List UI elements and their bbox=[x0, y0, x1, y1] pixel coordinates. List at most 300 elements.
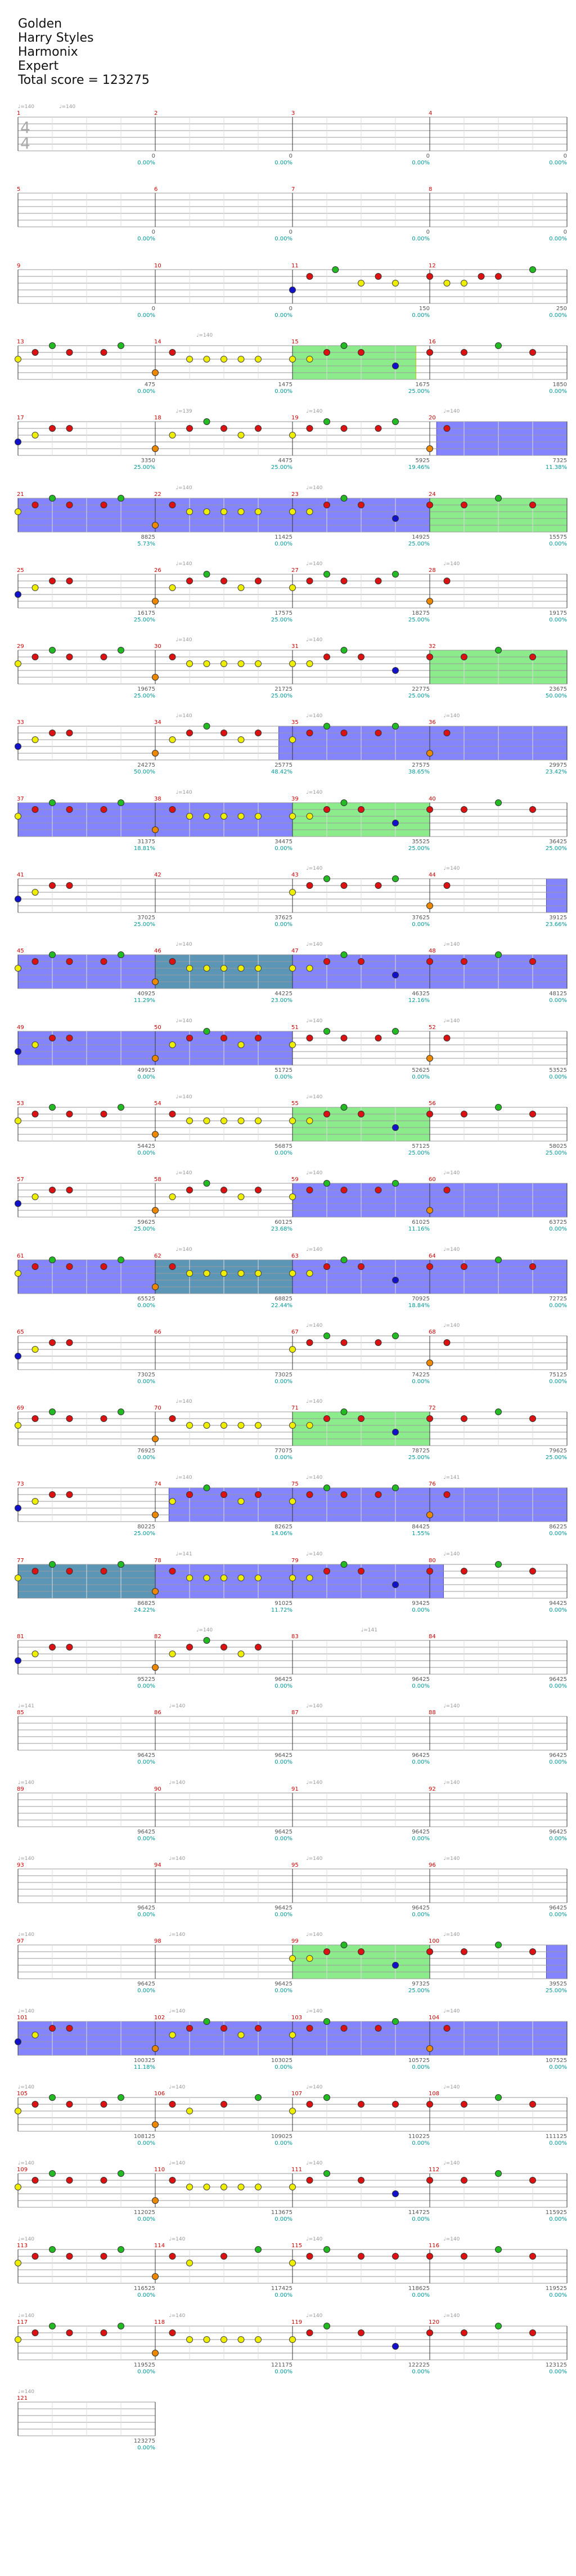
red-note bbox=[461, 350, 467, 356]
measure-number: 80 bbox=[429, 1558, 436, 1564]
red-note bbox=[169, 654, 176, 660]
yellow-note bbox=[290, 1271, 296, 1277]
measure-number: 69 bbox=[17, 1405, 24, 1411]
red-note bbox=[307, 2330, 313, 2336]
tempo-marker: ♩=140 bbox=[306, 485, 323, 491]
yellow-note bbox=[238, 965, 244, 972]
red-note bbox=[101, 2253, 107, 2260]
red-note bbox=[50, 730, 56, 736]
measure-score: 54425 bbox=[137, 1143, 155, 1150]
yellow-note bbox=[307, 813, 313, 820]
orange-note bbox=[152, 1512, 159, 1518]
measure-percent: 22.44% bbox=[271, 1303, 292, 1309]
red-note bbox=[530, 502, 536, 508]
measure-score: 1850 bbox=[552, 382, 567, 388]
tempo-marker: ♩=140 bbox=[176, 790, 192, 795]
yellow-note bbox=[15, 1118, 21, 1124]
yellow-note bbox=[444, 280, 450, 287]
green-note bbox=[255, 2095, 262, 2101]
measure-score: 39525 bbox=[549, 1981, 567, 1987]
tempo-marker: ♩=141 bbox=[361, 1627, 377, 1633]
red-note bbox=[187, 1644, 193, 1651]
measure-score: 96425 bbox=[137, 1829, 155, 1835]
measure-number: 110 bbox=[154, 2167, 165, 2173]
red-note bbox=[530, 654, 536, 660]
red-note bbox=[375, 883, 381, 889]
measure-percent: 0.00% bbox=[137, 1074, 155, 1080]
green-note bbox=[324, 1028, 330, 1035]
green-note bbox=[393, 876, 399, 882]
measure-number: 45 bbox=[17, 948, 24, 954]
orange-note bbox=[152, 2198, 159, 2204]
measure-number: 49 bbox=[17, 1025, 24, 1031]
measure-percent: 0.00% bbox=[274, 1379, 292, 1385]
tempo-marker: ♩=140 bbox=[306, 1703, 323, 1709]
red-note bbox=[66, 578, 73, 584]
measure-percent: 11.72% bbox=[271, 1607, 292, 1613]
measure-number: 73 bbox=[17, 1481, 24, 1487]
yellow-note bbox=[15, 2184, 21, 2190]
orange-note bbox=[152, 1589, 159, 1595]
measure-number: 54 bbox=[154, 1101, 161, 1107]
red-note bbox=[324, 1568, 330, 1575]
red-note bbox=[32, 502, 38, 508]
measure-number: 71 bbox=[291, 1405, 299, 1411]
red-note bbox=[101, 1568, 107, 1575]
measure-percent: 0.00% bbox=[412, 1836, 430, 1842]
yellow-note bbox=[187, 1575, 193, 1581]
measure-percent: 0.00% bbox=[274, 312, 292, 319]
tempo-marker: ♩=139 bbox=[176, 409, 192, 414]
measure-score: 74225 bbox=[412, 1372, 430, 1378]
measure-percent: 0.00% bbox=[274, 1150, 292, 1156]
measure-percent: 0.00% bbox=[412, 1683, 430, 1689]
measure-score: 23675 bbox=[549, 686, 567, 692]
song-title: Golden bbox=[18, 17, 62, 31]
yellow-note bbox=[169, 2032, 176, 2038]
measure-number: 39 bbox=[291, 796, 299, 802]
green-note bbox=[324, 2171, 330, 2177]
yellow-note bbox=[221, 2184, 227, 2190]
measure-percent: 5.73% bbox=[137, 541, 155, 547]
measure-percent: 0.00% bbox=[274, 1759, 292, 1765]
measure-number: 64 bbox=[429, 1253, 436, 1259]
red-note bbox=[187, 1187, 193, 1193]
yellow-note bbox=[238, 2184, 244, 2190]
blue-note bbox=[393, 2344, 399, 2350]
green-note bbox=[324, 2323, 330, 2329]
yellow-note bbox=[204, 661, 210, 667]
measure-number: 108 bbox=[429, 2091, 440, 2097]
measure-score: 113675 bbox=[271, 2210, 292, 2216]
measure-score: 37625 bbox=[412, 915, 430, 921]
measure-number: 109 bbox=[17, 2167, 28, 2173]
yellow-note bbox=[238, 2032, 244, 2038]
measure-number: 82 bbox=[154, 1634, 161, 1640]
tempo-marker: ♩=140 bbox=[443, 2085, 460, 2090]
red-note bbox=[444, 1187, 450, 1193]
green-note bbox=[496, 2323, 502, 2329]
yellow-note bbox=[32, 889, 38, 896]
measure-number: 58 bbox=[154, 1177, 161, 1183]
yellow-note bbox=[32, 432, 38, 439]
measure-percent: 0.00% bbox=[549, 1912, 567, 1918]
red-note bbox=[427, 807, 433, 813]
measure-percent: 0.00% bbox=[549, 1074, 567, 1080]
green-note bbox=[118, 495, 124, 502]
measure-number: 42 bbox=[154, 872, 161, 878]
measure-number: 34 bbox=[154, 719, 161, 726]
tempo-marker: ♩=140 bbox=[59, 104, 76, 110]
measure-percent: 0.00% bbox=[549, 1303, 567, 1309]
red-note bbox=[444, 426, 450, 432]
tempo-marker: ♩=140 bbox=[176, 1170, 192, 1176]
blue-note bbox=[15, 592, 21, 598]
yellow-note bbox=[169, 1499, 176, 1505]
measure-number: 52 bbox=[429, 1025, 436, 1031]
measure-number: 91 bbox=[291, 1786, 299, 1792]
measure-score: 60125 bbox=[274, 1219, 292, 1226]
yellow-note bbox=[15, 2337, 21, 2343]
green-note bbox=[204, 571, 210, 578]
measure-score: 116525 bbox=[133, 2286, 155, 2292]
overdrive-section bbox=[546, 1945, 567, 1979]
measure-percent: 25.00% bbox=[408, 1988, 430, 1994]
yellow-note bbox=[238, 1575, 244, 1581]
red-note bbox=[187, 1492, 193, 1498]
measure-score: 37025 bbox=[137, 915, 155, 921]
green-note bbox=[50, 800, 56, 806]
red-note bbox=[375, 1035, 381, 1041]
measure-number: 31 bbox=[291, 643, 299, 650]
measure-score: 21725 bbox=[274, 686, 292, 692]
red-note bbox=[530, 1264, 536, 1270]
yellow-note bbox=[187, 965, 193, 972]
measure-number: 11 bbox=[291, 263, 299, 269]
measure-score: 96425 bbox=[549, 1752, 567, 1759]
green-note bbox=[204, 723, 210, 730]
measure-score: 96425 bbox=[274, 1752, 292, 1759]
measure-number: 111 bbox=[291, 2167, 303, 2173]
orange-note bbox=[427, 1208, 433, 1214]
tempo-marker: ♩=140 bbox=[18, 2085, 34, 2090]
measure-score: 111125 bbox=[545, 2134, 567, 2140]
measure-percent: 0.00% bbox=[274, 1683, 292, 1689]
red-note bbox=[50, 2025, 56, 2032]
measure-score: 18275 bbox=[412, 610, 430, 616]
red-note bbox=[341, 1340, 347, 1346]
tempo-marker: ♩=140 bbox=[306, 637, 323, 643]
measure-number: 70 bbox=[154, 1405, 161, 1411]
tempo-marker: ♩=140 bbox=[306, 409, 323, 414]
red-note bbox=[221, 578, 227, 584]
green-note bbox=[118, 2247, 124, 2253]
red-note bbox=[221, 2025, 227, 2032]
measure-percent: 0.00% bbox=[549, 1683, 567, 1689]
measure-percent: 25.00% bbox=[271, 693, 292, 699]
measure-percent: 0.00% bbox=[412, 2292, 430, 2298]
measure-percent: 0.00% bbox=[274, 2064, 292, 2070]
measure-number: 23 bbox=[291, 491, 299, 498]
measure-percent: 0.00% bbox=[412, 1074, 430, 1080]
red-note bbox=[375, 1340, 381, 1346]
green-note bbox=[118, 2095, 124, 2101]
measure-percent: 25.00% bbox=[408, 388, 430, 395]
orange-note bbox=[152, 370, 159, 376]
measure-percent: 0.00% bbox=[274, 541, 292, 547]
measure-number: 50 bbox=[154, 1025, 161, 1031]
green-note bbox=[393, 1028, 399, 1035]
yellow-note bbox=[204, 1423, 210, 1429]
green-note bbox=[530, 267, 536, 273]
measure-percent: 0.00% bbox=[549, 2140, 567, 2146]
tempo-marker: ♩=140 bbox=[306, 866, 323, 871]
yellow-note bbox=[290, 2108, 296, 2114]
measure-percent: 48.42% bbox=[271, 769, 292, 775]
yellow-note bbox=[307, 1575, 313, 1581]
red-note bbox=[530, 1949, 536, 1955]
yellow-note bbox=[238, 1194, 244, 1200]
measure-score: 96425 bbox=[137, 1981, 155, 1987]
green-note bbox=[324, 2095, 330, 2101]
measure-number: 17 bbox=[17, 415, 24, 421]
measure-percent: 0.00% bbox=[274, 2292, 292, 2298]
measure-percent: 0.00% bbox=[137, 1988, 155, 1994]
measure-score: 91025 bbox=[274, 1600, 292, 1607]
measure-percent: 0.00% bbox=[137, 2445, 155, 2451]
tempo-marker: ♩=140 bbox=[443, 1932, 460, 1938]
orange-note bbox=[152, 827, 159, 833]
red-note bbox=[427, 2177, 433, 2184]
measure-percent: 0.00% bbox=[549, 998, 567, 1004]
green-note bbox=[496, 1409, 502, 1415]
yellow-note bbox=[307, 1118, 313, 1124]
green-note bbox=[341, 343, 347, 349]
yellow-note bbox=[221, 2337, 227, 2343]
tempo-marker: ♩=140 bbox=[176, 1094, 192, 1100]
measure-percent: 0.00% bbox=[137, 2369, 155, 2375]
measure-score: 96425 bbox=[137, 1905, 155, 1911]
red-note bbox=[427, 1416, 433, 1422]
measure-percent: 0.00% bbox=[412, 160, 430, 166]
red-note bbox=[530, 807, 536, 813]
measure-score: 109025 bbox=[271, 2134, 292, 2140]
measure-score: 17575 bbox=[274, 610, 292, 616]
yellow-note bbox=[187, 1271, 193, 1277]
green-note bbox=[324, 1180, 330, 1187]
yellow-note bbox=[238, 1499, 244, 1505]
measure-number: 13 bbox=[17, 339, 24, 345]
red-note bbox=[324, 1264, 330, 1270]
tempo-marker: ♩=140 bbox=[443, 1018, 460, 1024]
measure-score: 46325 bbox=[412, 991, 430, 997]
tempo-marker: ♩=140 bbox=[176, 561, 192, 567]
green-note bbox=[50, 343, 56, 349]
time-signature-top: 4 bbox=[20, 118, 30, 137]
measure-percent: 0.00% bbox=[549, 1759, 567, 1765]
red-note bbox=[169, 1111, 176, 1117]
red-note bbox=[375, 2025, 381, 2032]
red-note bbox=[32, 959, 38, 965]
green-note bbox=[118, 952, 124, 958]
orange-note bbox=[152, 446, 159, 452]
red-note bbox=[66, 1187, 73, 1193]
measure-percent: 0.00% bbox=[274, 2140, 292, 2146]
red-note bbox=[461, 2177, 467, 2184]
red-note bbox=[101, 502, 107, 508]
yellow-note bbox=[221, 1575, 227, 1581]
green-note bbox=[341, 1104, 347, 1111]
green-note bbox=[118, 1409, 124, 1415]
yellow-note bbox=[15, 2260, 21, 2266]
orange-note bbox=[152, 1056, 159, 1062]
measure-percent: 0.00% bbox=[137, 236, 155, 242]
yellow-note bbox=[238, 509, 244, 515]
measure-percent: 25.00% bbox=[545, 1988, 567, 1994]
measure-percent: 0.00% bbox=[274, 1912, 292, 1918]
red-note bbox=[307, 274, 313, 280]
measure-score: 22775 bbox=[412, 686, 430, 692]
green-note bbox=[496, 1257, 502, 1263]
red-note bbox=[255, 1492, 262, 1498]
red-note bbox=[324, 502, 330, 508]
red-note bbox=[255, 578, 262, 584]
red-note bbox=[101, 807, 107, 813]
measure-number: 55 bbox=[291, 1101, 299, 1107]
measure-number: 22 bbox=[154, 491, 161, 498]
tempo-marker: ♩=140 bbox=[306, 1932, 323, 1938]
red-note bbox=[66, 426, 73, 432]
measure-number: 47 bbox=[291, 948, 299, 954]
red-note bbox=[66, 2101, 73, 2108]
red-note bbox=[66, 1340, 73, 1346]
measure-score: 82625 bbox=[274, 1524, 292, 1530]
blue-note bbox=[393, 516, 399, 522]
tempo-marker: ♩=140 bbox=[443, 1323, 460, 1329]
green-note bbox=[393, 2019, 399, 2025]
red-note bbox=[307, 2177, 313, 2184]
red-note bbox=[358, 2177, 364, 2184]
yellow-note bbox=[238, 1651, 244, 1657]
yellow-note bbox=[307, 509, 313, 515]
measure-score: 65525 bbox=[137, 1296, 155, 1302]
tempo-marker: ♩=140 bbox=[176, 1475, 192, 1481]
measure-number: 97 bbox=[17, 1938, 24, 1944]
red-note bbox=[50, 1492, 56, 1498]
measure-score: 0 bbox=[289, 306, 292, 312]
red-note bbox=[66, 1644, 73, 1651]
measure-score: 105725 bbox=[408, 2058, 430, 2064]
green-note bbox=[341, 1409, 347, 1415]
measure-number: 76 bbox=[429, 1481, 436, 1487]
green-note bbox=[341, 1562, 347, 1568]
green-note bbox=[50, 2323, 56, 2329]
red-note bbox=[66, 1264, 73, 1270]
red-note bbox=[375, 730, 381, 736]
measure-number: 93 bbox=[17, 1862, 24, 1868]
measure-number: 112 bbox=[429, 2167, 440, 2173]
measure-percent: 0.00% bbox=[412, 2369, 430, 2375]
orange-note bbox=[427, 750, 433, 757]
blue-note bbox=[393, 1962, 399, 1969]
green-note bbox=[324, 2019, 330, 2025]
star-power-section bbox=[292, 346, 416, 379]
red-note bbox=[169, 502, 176, 508]
red-note bbox=[32, 1111, 38, 1117]
tempo-marker: ♩=140 bbox=[176, 485, 192, 491]
measure-score: 96425 bbox=[274, 1676, 292, 1683]
yellow-note bbox=[187, 2108, 193, 2114]
tempo-marker: ♩=140 bbox=[18, 1780, 34, 1786]
measure-score: 36425 bbox=[549, 839, 567, 845]
measure-number: 40 bbox=[429, 796, 436, 802]
measure-percent: 0.00% bbox=[549, 236, 567, 242]
blue-note bbox=[393, 820, 399, 826]
measure-percent: 0.00% bbox=[137, 160, 155, 166]
yellow-note bbox=[187, 1118, 193, 1124]
red-note bbox=[358, 1416, 364, 1422]
measure-percent: 0.00% bbox=[549, 160, 567, 166]
yellow-note bbox=[307, 356, 313, 363]
yellow-note bbox=[221, 1271, 227, 1277]
red-note bbox=[66, 1416, 73, 1422]
measure-percent: 50.00% bbox=[133, 769, 155, 775]
measure-score: 1475 bbox=[278, 382, 292, 388]
measure-percent: 25.00% bbox=[545, 1150, 567, 1156]
tempo-marker: ♩=140 bbox=[18, 2161, 34, 2166]
red-note bbox=[461, 654, 467, 660]
measure-percent: 25.00% bbox=[408, 541, 430, 547]
measure-number: 20 bbox=[429, 415, 436, 421]
yellow-note bbox=[238, 737, 244, 743]
measure-score: 27575 bbox=[412, 762, 430, 768]
yellow-note bbox=[187, 813, 193, 820]
song-artist: Harry Styles bbox=[18, 31, 94, 45]
yellow-note bbox=[255, 509, 262, 515]
measure-number: 37 bbox=[17, 796, 24, 802]
green-note bbox=[50, 952, 56, 958]
yellow-note bbox=[290, 1499, 296, 1505]
red-note bbox=[341, 1492, 347, 1498]
measure-score: 61025 bbox=[412, 1219, 430, 1226]
red-note bbox=[427, 1568, 433, 1575]
tempo-marker: ♩=140 bbox=[169, 1856, 186, 1862]
red-note bbox=[461, 502, 467, 508]
tempo-marker: ♩=141 bbox=[18, 1703, 34, 1709]
measure-number: 119 bbox=[291, 2319, 303, 2325]
tempo-marker: ♩=140 bbox=[306, 1780, 323, 1786]
orange-note bbox=[152, 1284, 159, 1290]
red-note bbox=[66, 807, 73, 813]
measure-number: 59 bbox=[291, 1177, 299, 1183]
red-note bbox=[341, 578, 347, 584]
red-note bbox=[66, 350, 73, 356]
tempo-marker: ♩=140 bbox=[443, 1856, 460, 1862]
yellow-note bbox=[307, 965, 313, 972]
measure-score: 0 bbox=[289, 153, 292, 159]
red-note bbox=[255, 426, 262, 432]
overdrive-section bbox=[546, 879, 567, 913]
tempo-marker: ♩=140 bbox=[169, 2009, 186, 2014]
red-note bbox=[187, 730, 193, 736]
measure-score: 31375 bbox=[137, 839, 155, 845]
red-note bbox=[427, 2101, 433, 2108]
measure-score: 96425 bbox=[274, 1905, 292, 1911]
red-note bbox=[101, 2330, 107, 2336]
measure-number: 62 bbox=[154, 1253, 161, 1259]
measure-number: 60 bbox=[429, 1177, 436, 1183]
red-note bbox=[169, 807, 176, 813]
